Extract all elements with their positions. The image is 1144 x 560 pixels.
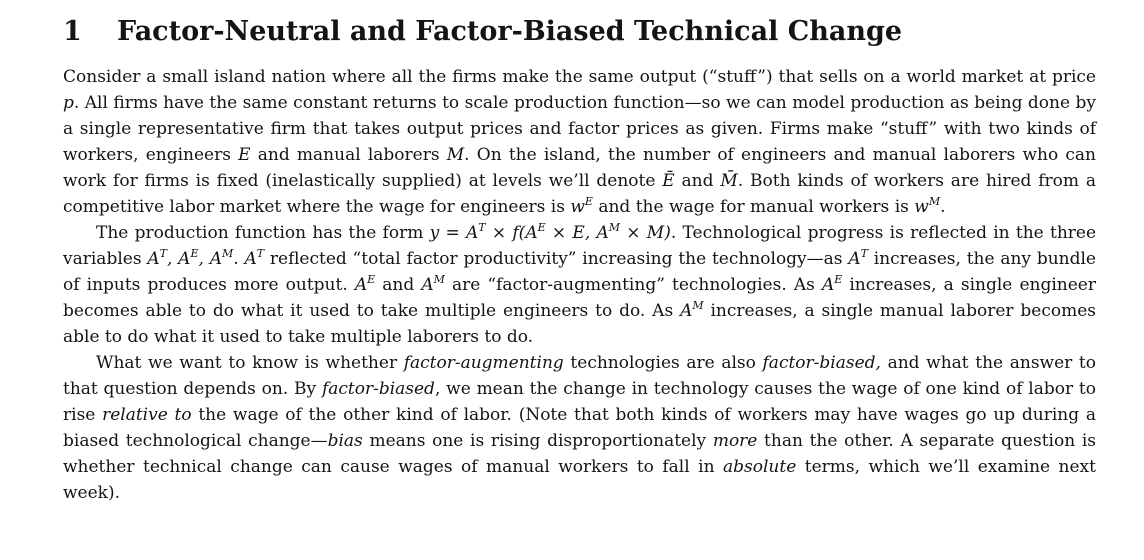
math-production-equation: $y = A^T \times f(A^E \times E$, $A^M \times M$) (429, 221, 671, 243)
text-segment: increases, the any bundle of inputs produces more output. (63, 249, 1096, 295)
math-tfp: $A^T$ (848, 247, 868, 269)
text-segment: What we want to know is whether (96, 353, 404, 373)
math-manual-augmenting: $A^M$ (421, 273, 445, 295)
math-engineer-augmenting: $A^E$ (354, 273, 376, 295)
paragraph-island-economy (63, 64, 1096, 220)
emphasis-text: factor-biased (321, 379, 435, 399)
math-wage-manual: $w^M$ (914, 195, 941, 217)
text-segment: increases, a single manual laborer becomes able to do what it used to take multiple laborers to do. (63, 301, 1096, 347)
section-number: 1 (63, 16, 82, 47)
text-segment: The production function has the form (96, 223, 430, 243)
text-segment: . Technological progress is reflected in the three variables (63, 223, 1097, 269)
math-price: p (63, 93, 74, 113)
math-technology-variables: $A^T$, $A^E$, $A^M$ (147, 247, 234, 269)
math-tfp: $A^T$ (244, 247, 265, 269)
paragraph-production-function (63, 220, 1096, 350)
text-segment: terms, which we’ll examine next week). (63, 457, 1096, 503)
text-segment: , we mean the change in technology causes the wage of one kind of labor to rise (63, 379, 1096, 425)
emphasis-text: more (712, 431, 758, 451)
text-segment: and manual laborers (250, 145, 447, 165)
math-engineer-augmenting: $A^E$ (821, 273, 843, 295)
math-wage-engineers: $w^E$ (570, 195, 593, 217)
text-segment: . (940, 197, 946, 217)
math-manual-augmenting: $A^M$ (680, 299, 704, 321)
text-segment: than the other. A separate question is whether technical change can cause wages of manual workers to fall in (63, 431, 1096, 477)
emphasis-text: bias (327, 431, 363, 451)
text-segment: the wage of the other kind of labor. (Note that both kinds of workers may have wages go up during a biased technological change— (63, 405, 1096, 451)
section-title: Factor-Neutral and Factor-Biased Technical Change (117, 16, 903, 47)
text-segment: and what the answer to that question depends on. By (63, 353, 1096, 399)
section-heading (63, 14, 1096, 50)
text-segment: . On the island, the number of engineers and manual laborers who can work for firms is fixed (inelastically supplied) at levels we’ll denote (63, 145, 1096, 191)
math-engineers: E (238, 145, 251, 165)
math-engineers-supply: Ē (662, 171, 675, 191)
text-segment: . All firms have the same constant returns to scale production function—so we can model production as being done by a single representative firm that takes output prices and factor prices as given. Firms make “stuff” with two kinds of workers, engineers (63, 93, 1096, 165)
text-segment: technologies are also (563, 353, 763, 373)
text-segment: increases, a single engineer becomes able to do what it used to take multiple engineers to do. As (63, 275, 1096, 321)
math-manual-laborers: M (446, 145, 465, 165)
text-segment: and (674, 171, 721, 191)
emphasis-text: absolute (723, 457, 797, 477)
emphasis-text: factor-augmenting (403, 353, 564, 373)
emphasis-text: factor-biased, (762, 353, 881, 373)
text-segment: . Both kinds of workers are hired from a competitive labor market where the wage for engineers is (63, 171, 1096, 217)
emphasis-text: relative to (102, 405, 192, 425)
text-segment: means one is rising disproportionately (362, 431, 713, 451)
math-laborers-supply: M̄ (720, 171, 738, 191)
text-segment: are “factor-augmenting” technologies. As (444, 275, 822, 295)
text-segment: Consider a small island nation where all the firms make the same output (“stuff”) that sells on a world market at price (63, 67, 1096, 87)
paragraph-factor-bias (63, 350, 1096, 506)
text-segment: . (233, 249, 245, 269)
text-segment: and the wage for manual workers is (592, 197, 915, 217)
text-segment: reflected “total factor productivity” increasing the technology—as (264, 249, 849, 269)
text-segment: and (375, 275, 422, 295)
